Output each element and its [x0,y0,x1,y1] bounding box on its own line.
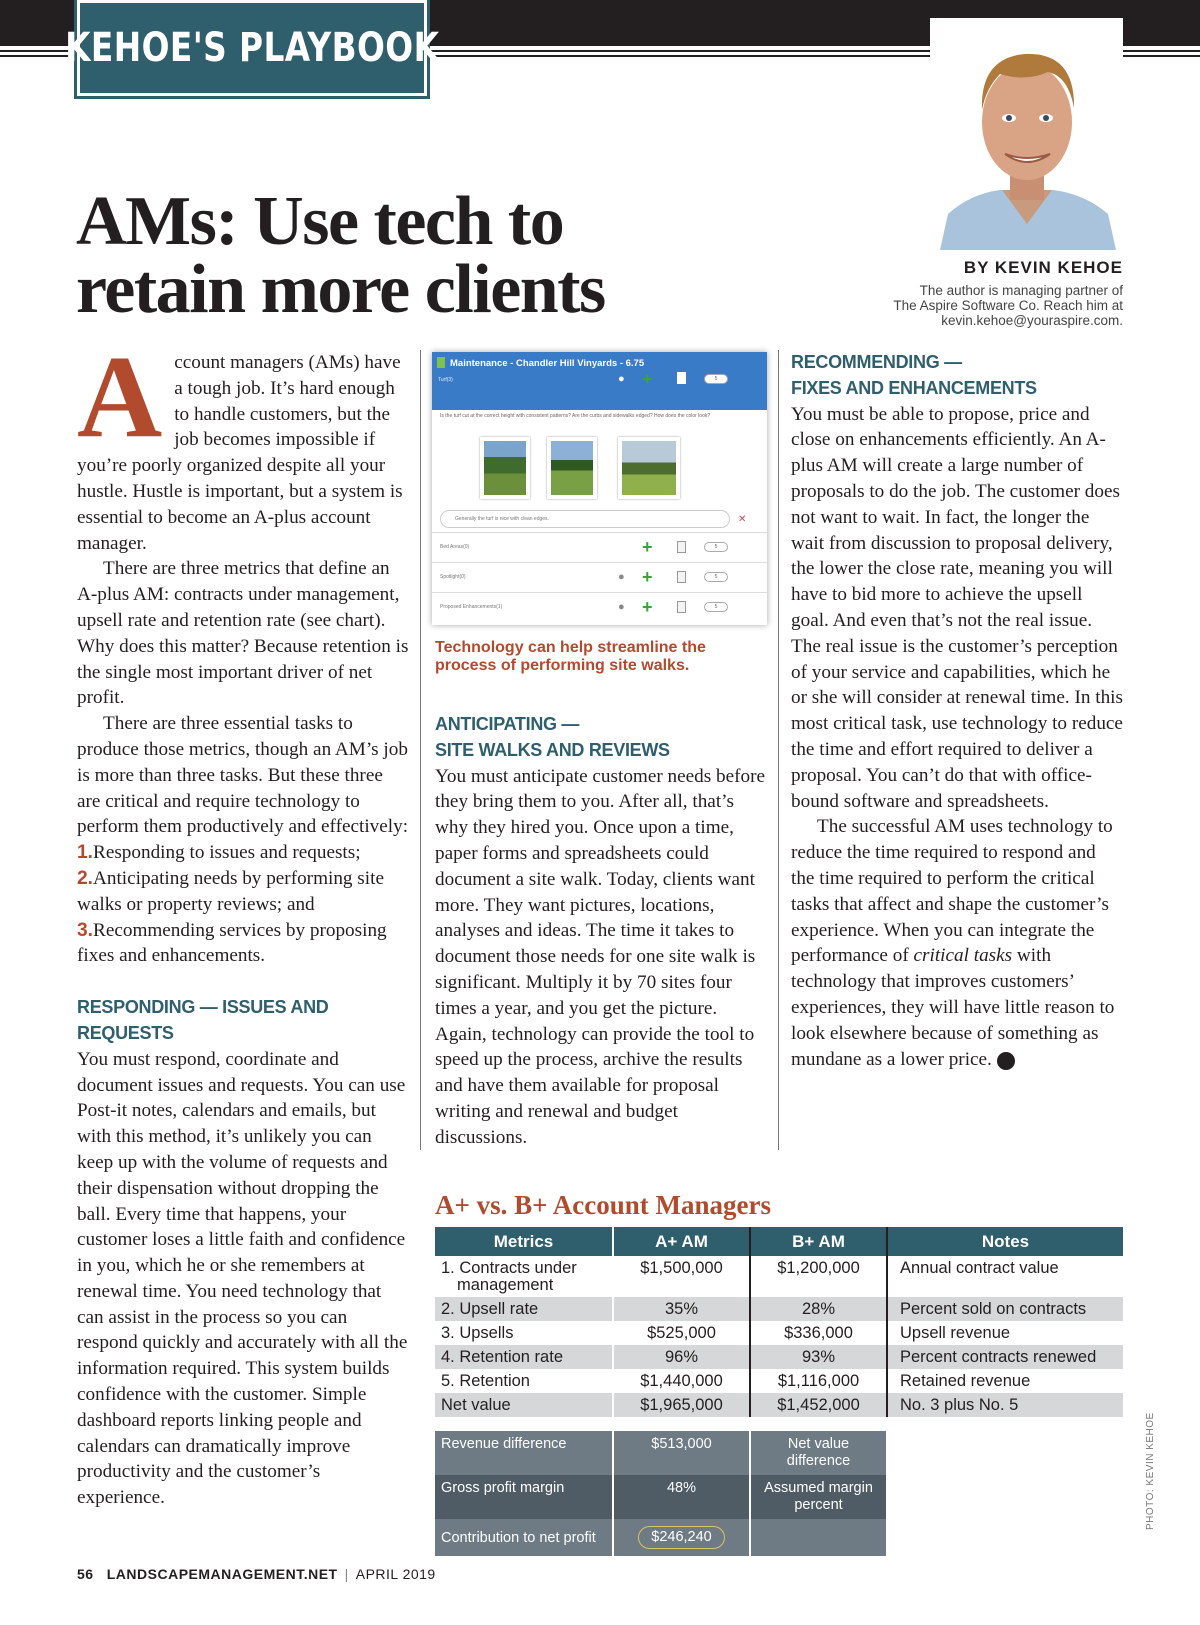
table-cell: 93% [751,1345,888,1369]
summary-cell: Contribution to net profit [435,1519,614,1556]
table-cell: 28% [751,1297,888,1321]
app-title: Maintenance - Chandler Hill Vinyards - 6.75 [450,358,645,369]
table-row [435,1321,1123,1345]
author-bio [823,283,1123,328]
drop-cap: A [77,331,163,462]
table-cell: $1,965,000 [614,1393,751,1417]
count-pill: 5 [704,602,728,612]
author-photo [930,18,1123,250]
column-header: Notes [888,1227,1123,1256]
section-banner-text: KEHOE'S PLAYBOOK [64,25,440,71]
site-link[interactable]: LANDSCAPEMANAGEMENT.NET [106,1566,338,1582]
app-logo-icon [437,357,445,368]
summary-cell [888,1519,1123,1556]
article-column-2 [435,712,767,1151]
comparison-table [435,1227,1123,1556]
list-item [77,866,409,918]
comment-field: Generally the turf is nice with clean edges. [440,510,730,528]
table-cell: 35% [614,1297,751,1321]
document-icon [677,541,686,553]
inspection-question: Is the turf cut at the correct height with consistent patterns? Are the curbs and sidewalks edged? How does the color look? [440,413,711,419]
column-header: B+ AM [751,1227,888,1256]
author-bio-line: The Aspire Software Co. Reach him at [893,298,1123,313]
list-number: 1. [77,842,94,864]
issue-date: APRIL 2019 [355,1566,436,1582]
document-icon [677,601,686,613]
subheading: ANTICIPATING — [435,714,580,734]
row-label: Spotlight(0) [440,574,466,580]
section-banner [64,0,440,96]
table-row [435,1393,1123,1417]
subheading: RECOMMENDING — [791,352,962,372]
table-cell: Upsell revenue [900,1324,1011,1342]
location-pin-icon: ● [618,601,625,613]
checklist-row [432,592,767,622]
summary-cell: 48% [614,1475,751,1519]
site-photo [547,437,597,499]
table-cell: Percent contracts renewed [888,1345,1123,1369]
page-title [76,183,605,328]
summary-cell [751,1519,888,1556]
article-column-1 [77,331,409,1511]
paragraph: You must respond, coordinate and document issues and requests. You can use Post-it notes, calendars and emails, but with this method, it’s unlikely you can keep up with the volume of requests and their dispensation without dropping the ball. Every time that happens, your customer loses a little faith and confidence in you, which he or she remembers at renewal time. You need technology that can assist in the process so you can respond quickly and accurately with all the information required. This system builds confidence with the customer. Simple dashboard reports linking people and calendars can dramatically improve productivity and the customer’s experience. [77,1048,408,1509]
location-pin-icon: ● [618,373,625,385]
column-divider [778,350,779,1150]
table-row [435,1297,1123,1321]
add-icon: + [642,369,653,389]
page-footer [77,1566,436,1582]
list-text: Recommending services by proposing fixes and enhancements. [77,919,387,967]
title-line: retain more clients [76,251,605,328]
paragraph: You must be able to propose, price and close on enhancements efficiently. An A-plus AM will create a large number of proposals to do the job. The customer does not want to wait. In fact, the longer the wait from discussion to proposal delivery, the lower the close rate, meaning you will have to bid more to achieve the upsell goal. And even that’s not the real issue. The real issue is the customer’s perception of your service and capabilities, which he or she will consider at renewal time. In this most critical task, use technology to reduce the time and effort required to deliver a proposal. You can’t do that with office-bound software and spreadsheets. [791,403,1123,812]
column-header: A+ AM [614,1227,751,1256]
row-label: Proposed Enhancements(1) [440,604,503,610]
paragraph: You must anticipate customer needs before they bring them to you. After all, that’s why they hired you. Once upon a time, paper forms and spreadsheets could document a site walk. Today, clients want more. They want pictures, locations, analyses and ideas. The time it takes to document those needs for one site walk is significant. Multiply it by 70 sites four times a year, and you get the picture. Again, technology can provide the tool to speed up the process, archive the results and have them available for proposal writing and renewal and budget discussions. [435,765,766,1148]
add-icon: + [642,537,653,557]
row-label: Bed Areas(0) [440,544,470,550]
summary-cell-text: Assumed margin percent [764,1480,873,1513]
table-cell: $1,452,000 [751,1393,888,1417]
table-cell: 4. Retention rate [435,1345,614,1369]
summary-cell [888,1431,1123,1475]
document-icon [677,372,686,384]
site-photo [618,437,680,499]
summary-cell: Revenue difference [435,1431,614,1475]
checklist-row [432,562,767,592]
column-divider [420,350,421,1150]
add-icon: + [642,597,653,617]
table-cell: 3. Upsells [435,1321,614,1345]
count-pill: 5 [704,542,728,552]
count-pill: 5 [704,572,728,582]
table-cell: Retained revenue [900,1372,1031,1390]
table-header [435,1227,1123,1256]
list-item [77,918,409,970]
table-cell: $525,000 [614,1321,751,1345]
table-title: A+ vs. B+ Account Managers [435,1190,772,1220]
subheading: RESPONDING — ISSUES AND REQUESTS [77,997,329,1043]
summary-row [435,1475,1123,1519]
table-cell: $1,200,000 [751,1256,888,1297]
subheading: SITE WALKS AND REVIEWS [435,739,670,760]
photo-credit: PHOTO: KEVIN KEHOE [1145,1412,1156,1530]
emphasis: critical tasks [913,945,1013,967]
table-cell: No. 3 plus No. 5 [888,1393,1123,1417]
table-cell: 5. Retention [435,1369,614,1393]
end-mark-icon: LM [997,1052,1015,1070]
app-tab: Turf(3) [438,377,453,383]
summary-cell: Net value difference [751,1431,888,1475]
summary-cell [888,1475,1123,1519]
article-column-3 [791,350,1123,1072]
summary-cell: Gross profit margin [435,1475,614,1519]
summary-cell: $513,000 [614,1431,751,1475]
checklist-row [432,532,767,562]
table-cell: $1,116,000 [751,1369,888,1393]
paragraph [791,814,1123,1072]
table-row [435,1369,1123,1393]
site-photo [480,437,530,499]
document-icon [677,571,686,583]
count-pill: 5 [704,374,728,384]
footer-divider: | [344,1566,349,1582]
paragraph: ccount managers (AMs) have a tough job. It’s hard enough to handle customers, but the job becomes impossible if you’re poorly organized despite all your hustle. Hustle is important, but a system is essential to become an A-plus account manager. [77,352,403,554]
delete-icon: ✕ [738,514,747,525]
paragraph-text: with technology that improves customers’ experiences, they will have little reason to look elsewhere because of something as mundane as a lower price. [791,945,1115,1070]
byline: BY KEVIN KEHOE [963,258,1123,277]
image-caption: Technology can help streamline the process of performing site walks. [435,639,706,674]
list-item [77,840,409,866]
summary-row [435,1519,1123,1556]
column-header: Metrics [435,1227,614,1256]
add-icon: + [642,567,653,587]
location-pin-icon: ● [618,571,625,583]
table-cell: $336,000 [751,1321,888,1345]
app-header [432,352,767,410]
paragraph-text: The successful AM uses technology to reduce the time required to respond and the time required to perform the critical tasks that affect and shape the customer’s experience. When you can integrate the performance of [791,816,1113,967]
summary-cell [614,1519,751,1556]
table-cell: 1. Contracts under management [435,1256,614,1297]
summary-cell [751,1475,888,1519]
table-cell: 2. Upsell rate [435,1297,614,1321]
title-line: AMs: Use tech to [76,183,564,260]
author-bio-line: The author is managing partner of [919,283,1123,298]
list-number: 2. [77,867,94,889]
author-email[interactable]: kevin.kehoe@youraspire.com. [941,313,1123,328]
table-cell: 96% [614,1345,751,1369]
page-number: 56 [77,1566,94,1582]
paragraph: There are three essential tasks to produce those metrics, though an AM’s job is more than three tasks. But these three are critical and require technology to perform them productively and effectively: [77,713,409,838]
table-cell: Annual contract value [900,1259,1059,1277]
table-cell: $1,500,000 [614,1256,751,1297]
highlighted-value: $246,240 [638,1526,724,1549]
table-cell: Percent sold on contracts [888,1297,1123,1321]
subheading: FIXES AND ENHANCEMENTS [791,377,1037,398]
summary-row [435,1431,1123,1475]
list-text: Anticipating needs by performing site walks or property reviews; and [77,867,384,915]
paragraph: There are three metrics that define an A-plus AM: contracts under management, upsell rate and retention rate (see chart). Why does this matter? Because retention is the single most important driver of net profit. [77,558,409,709]
table-row [435,1256,1123,1297]
table-cell: $1,440,000 [614,1369,751,1393]
list-text: Responding to issues and requests; [93,842,361,864]
list-number: 3. [77,919,94,941]
app-screenshot [432,352,767,625]
table-cell: Net value [435,1393,614,1417]
table-row [435,1345,1123,1369]
